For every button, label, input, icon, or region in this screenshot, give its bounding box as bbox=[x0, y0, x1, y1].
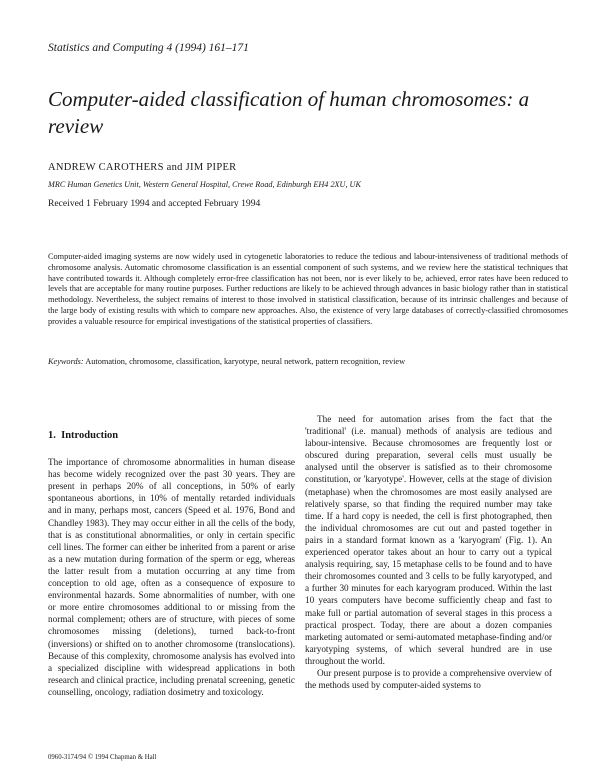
authors: ANDREW CAROTHERS and JIM PIPER bbox=[48, 162, 237, 173]
paragraph: The need for automation arises from the fact that the 'traditional' (i.e. manual) methods of analysis are tedious and labour-intensive. Because chromosomes are frequently lost or obscured during preparation, several cells must usually be analysed until the observer is satisfied as to their chromosome constitution, or 'karyotype'. However, cells at the stage of division (metaphase) when the chromosomes are most easily analysed are relatively sparse, so that finding the required number may take time. If a hard copy is needed, the cell is first photographed, then the individual chromosomes are cut out and pasted together in pairs in a standard format known as a 'karyogram' (Fig. 1). An experienced operator takes about an hour to carry out a typical analysis requiring, say, 15 metaphase cells to be found and to have their chromosomes counted and 3 cells to be fully karyotyped, and a further 30 minutes for each karyogram produced. Within the last 10 years computers have become sufficiently cheap and fast to make full or partial automation of several stages in this process a practical prospect. Today, there are about a dozen companies marketing automated or semi-automated metaphase-finding and/or karyotyping systems, of which several hundred are in use throughout the world. bbox=[305, 414, 552, 666]
left-column bbox=[48, 410, 295, 698]
paragraph: The importance of chromosome abnormalities in human disease has become widely recognized over the past 30 years. They are present in perhaps 20% of all conceptions, in 50% of early spontaneous abortions, in 10% of mentally retarded individuals and in many, perhaps most, cancers (Speed et al. 1976, Bond and Chandley 1983). They may occur either in all the cells of the body, that is as constitutional abnormalities, or only in certain specific cell lines. The former can either be inherited from a parent or arise as a new mutation during formation of the sperm or egg, whereas the latter result from a mutation occurring at any time from conception to old age, often as a consequence of exposure to environmental hazards. Some abnormalities of number, with one or more entire chromosomes additional to or missing from the normal complement; others are of structure, with pieces of some chromosomes missing (deletions), turned back-to-front (inversions) or shifted on to another chromosome (translocations). Because of this complexity, chromosome analysis has evolved into a specialized discipline with widespread applications in both research and clinical practice, including prenatal screening, genetic counselling, oncology, radiation dosimetry and toxicology. bbox=[48, 457, 295, 697]
paper-title: Computer-aided classification of human chromosomes: a review bbox=[48, 87, 530, 138]
right-column bbox=[305, 413, 552, 691]
received-date: Received 1 February 1994 and accepted February 1994 bbox=[48, 198, 261, 209]
section-number: 1. bbox=[48, 430, 56, 441]
keywords bbox=[48, 357, 568, 368]
section-heading bbox=[48, 430, 295, 442]
keywords-label: Keywords: bbox=[48, 357, 84, 366]
copyright-line: 0960-3174/94 © 1994 Chapman & Hall bbox=[48, 754, 157, 761]
section-title: Introduction bbox=[61, 430, 119, 441]
paragraph: Our present purpose is to provide a comprehensive overview of the methods used by computer-aided systems to bbox=[305, 667, 552, 691]
journal-header: Statistics and Computing 4 (1994) 161–171 bbox=[48, 42, 249, 54]
keywords-text: Automation, chromosome, classification, karyotype, neural network, pattern recognition, review bbox=[85, 357, 406, 366]
affiliation: MRC Human Genetics Unit, Western General Hospital, Crewe Road, Edinburgh EH4 2XU, UK bbox=[48, 180, 361, 189]
abstract: Computer-aided imaging systems are now widely used in cytogenetic laboratories to reduce the tedious and labour-intensiveness of traditional methods of chromosome analysis. Automatic chromosome classification is an essential component of such systems, and we review here the statistical techniques that have contributed towards it. Although completely error-free classification has not been, nor is ever likely to be, achieved, error rates have been reduced to levels that are acceptable for many routine purposes. Further reductions are likely to be achieved through advances in basic biology rather than in statistical methodology. Nevertheless, the subject remains of interest to those involved in statistical classification, because of its intrinsic challenges and because of the large body of existing results with which to compare new approaches. Also, the existence of very large databases of correctly-classified chromosomes provides a valuable resource for empirical investigations of the statistical properties of classifiers. bbox=[48, 252, 568, 326]
